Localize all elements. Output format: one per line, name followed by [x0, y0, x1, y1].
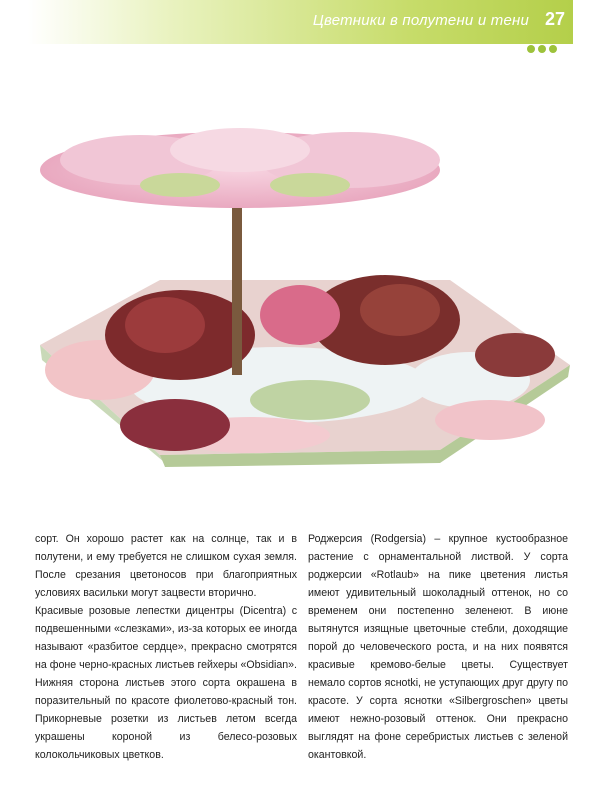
dot-icon	[527, 45, 535, 53]
tree-trunk	[232, 195, 242, 375]
dot-icon	[538, 45, 546, 53]
paragraph: Роджерсия (Rodgersia) – крупное кустообразное растение с орнаментальной листвой. У сорта роджерсии «Rotlaub» на пике цветения листья имеют удивительный шоколадный оттенок, но со временем они постепенно зеленеют. В июне вытянутся изящные цветочные стебли, доходящие порой до человеческого роста, и на них появятся красивые кремово-белые цветы. Существует немало сортов ясноtki, не уступающих друг другу по красоте. У сорта яснотки «Silbergroschen» цветы имеют нежно-розовый оттенок. Они прекрасно выглядят на фоне серебристых листьев с зеленой окантовкой.	[308, 533, 568, 761]
text-column-left	[35, 530, 297, 764]
paragraph: сорт. Он хорошо растет как на солнце, так и в полутени, и ему требуется не слишком сухая земля. После срезания цветоносов при благоприятных условиях васильки могут зацвести вторично.	[35, 533, 297, 599]
running-title: Цветники в полутени и тени	[312, 12, 529, 29]
dicentra-flowers	[260, 285, 340, 345]
page-number: 27	[544, 9, 565, 29]
page-header	[28, 0, 573, 44]
paragraph: Красивые розовые лепестки дицентры (Dicentra) с подвешенными «слезками», из-за которых ее иногда называют «разбитое сердце», прекрасно смотрятся на фоне черно-красных листьев гейхеры «Obsidian». Нижняя сторона листьев этого сорта окрашена в поразительный по красоте фиолетово-красный тон. Прикорневые розетки из листьев летом всегда украшены короной из белесо-розовых колокольчиковых цветков.	[35, 605, 297, 761]
header-dots	[527, 40, 560, 58]
text-column-right	[308, 530, 568, 764]
dot-icon	[549, 45, 557, 53]
garden-bed-illustration	[20, 115, 580, 495]
